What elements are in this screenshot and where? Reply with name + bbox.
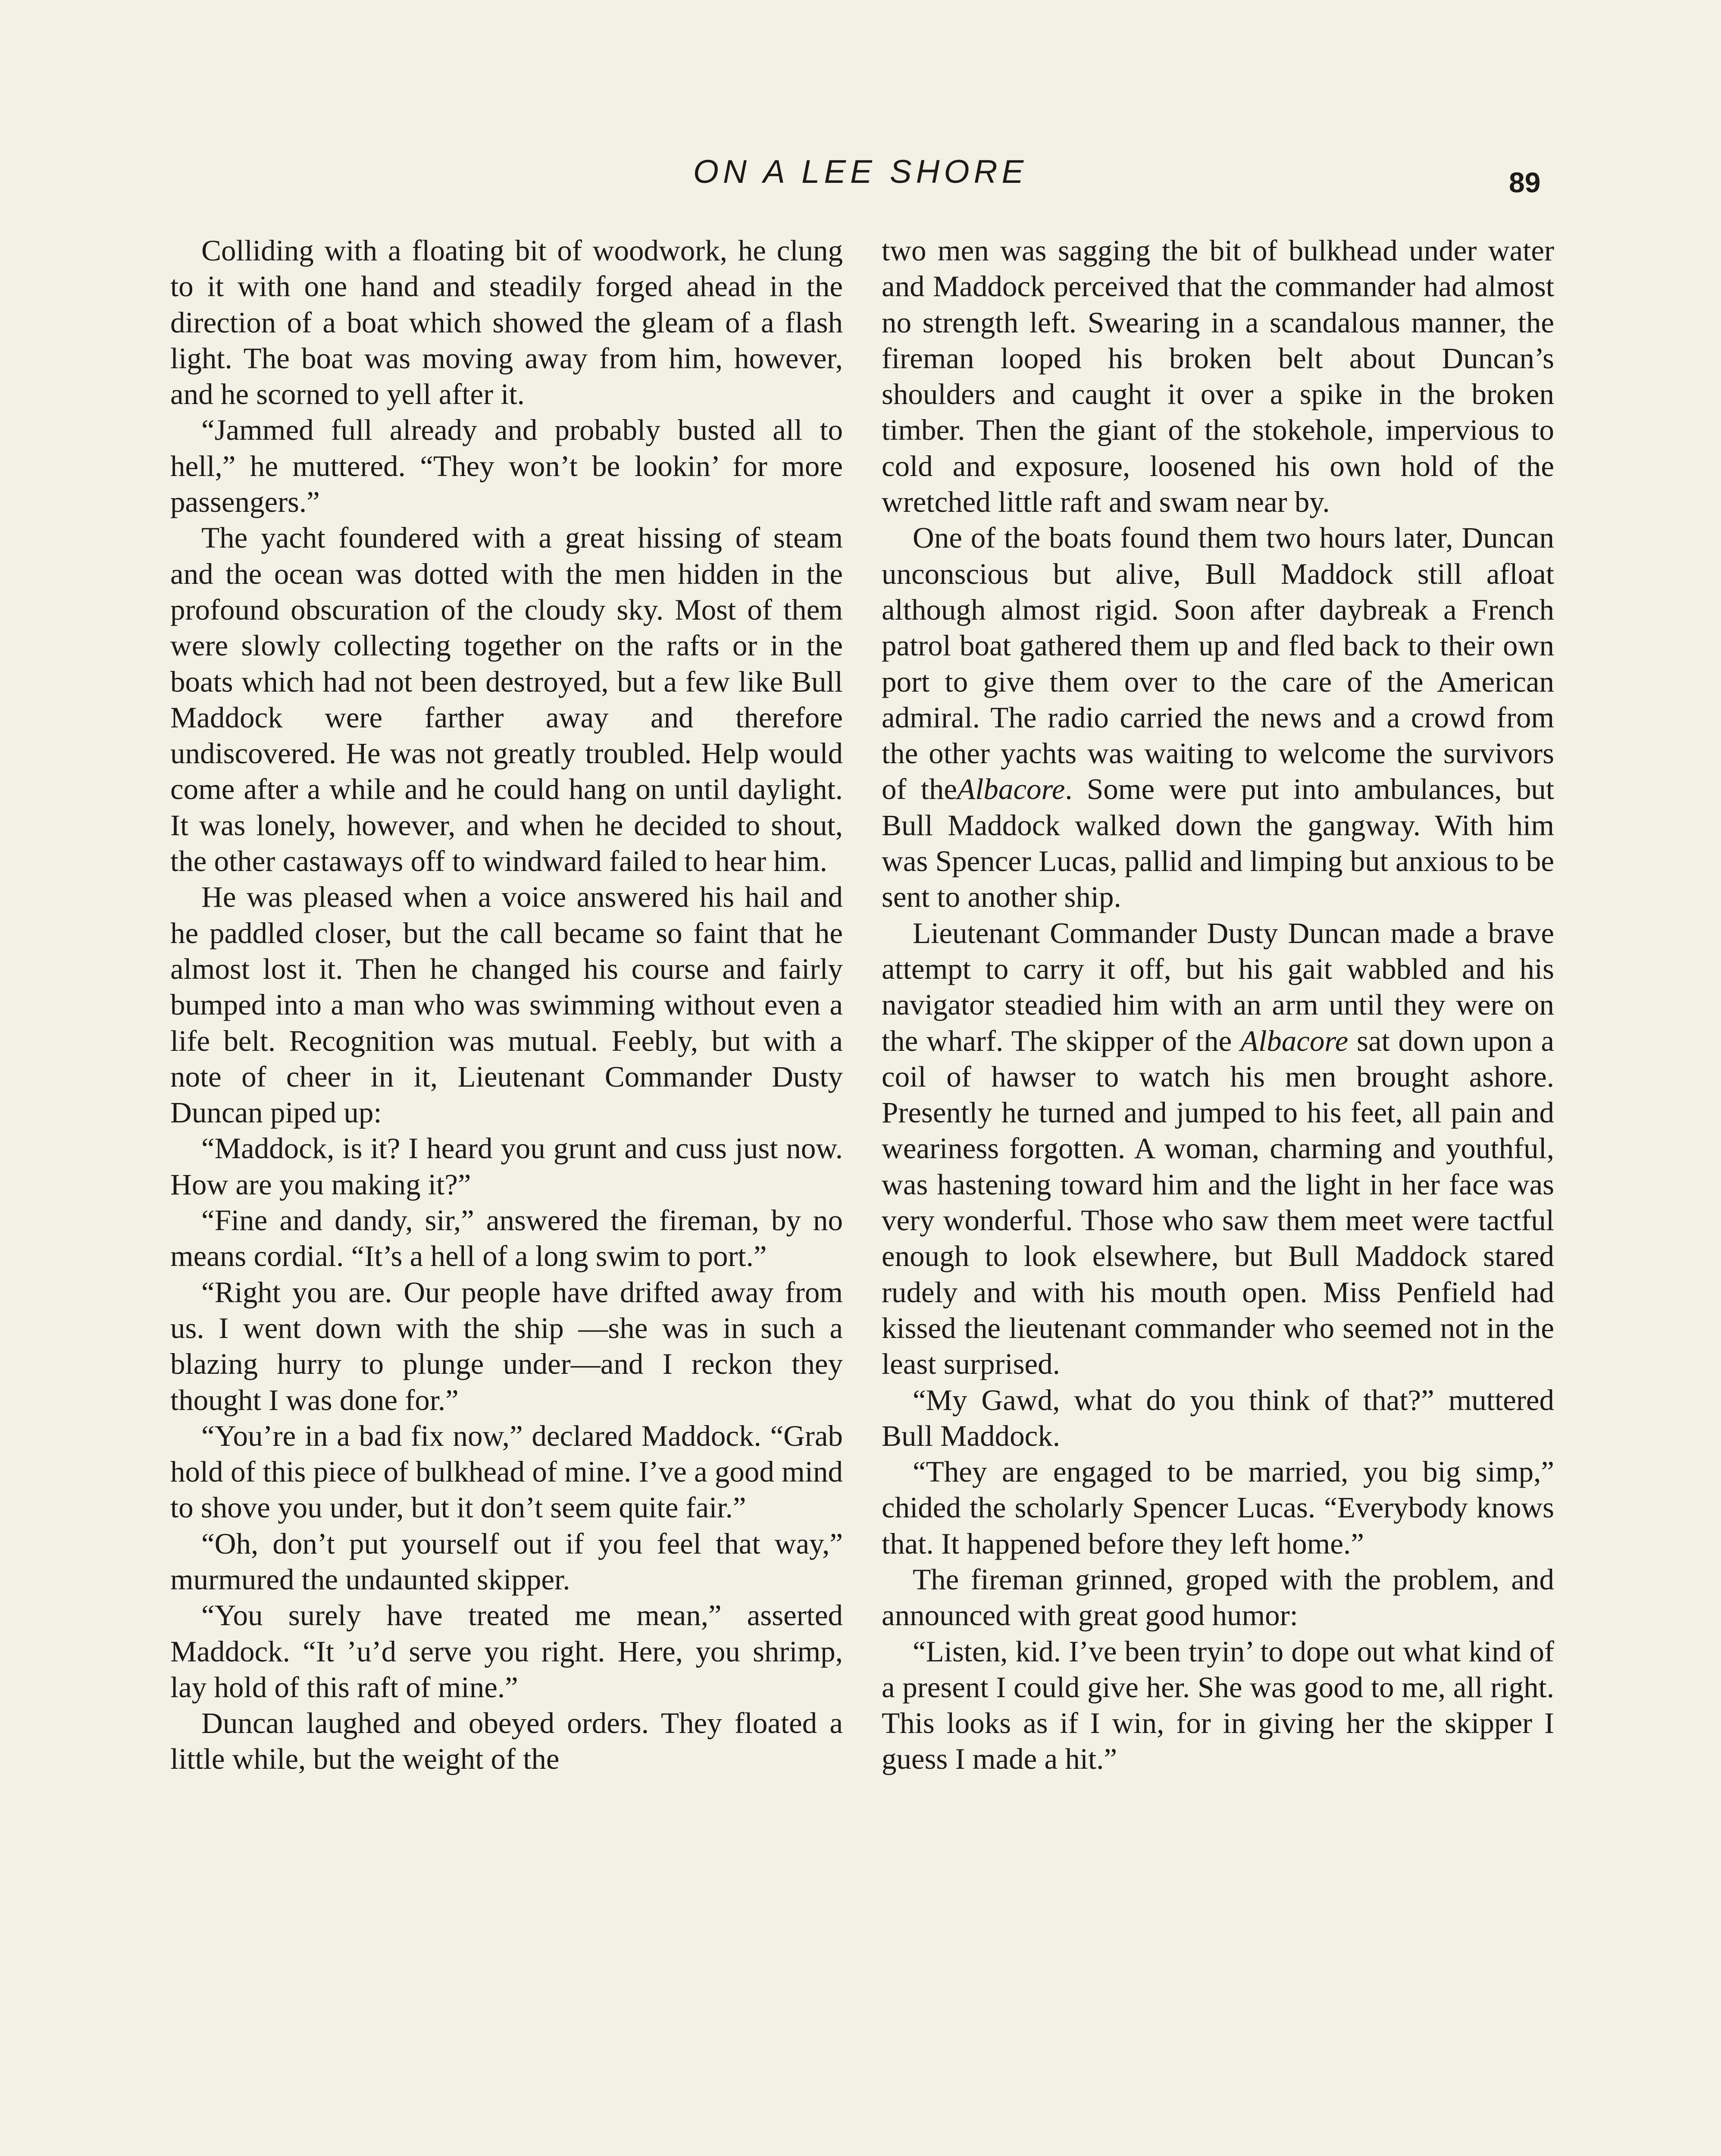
left-column [170,233,843,1777]
paragraph: The yacht foundered with a great hissing of steam and the ocean was dotted with the men hidden in the profound obscuration of the cloudy sky. Most of them were slowly collecting together on the rafts or in the boats which had not been destroyed, but a few like Bull Maddock were farther away and therefore undiscovered. He was not greatly troubled. Help would come after a while and he could hang on until daylight. It was lonely, however, and when he decided to shout, the other castaways off to windward failed to hear him. [170,521,843,878]
paragraph: “Right you are. Our people have drifted away from us. I went down with the ship —she was in such a blazing hurry to plunge under—and I reckon they thought I was done for.” [170,1275,843,1416]
paragraph: “You’re in a bad fix now,” declared Maddock. “Grab hold of this piece of bulkhead of mine. I’ve a good mind to shove you under, but it don’t seem quite fair.” [170,1419,843,1524]
text-run: One of the boats found them two hours later, Duncan unconscious but alive, Bull Maddock still afloat although almost rigid. Soon after daybreak a French patrol boat gathered them up and fled back to their own port to give them over to the care of the American admiral. The radio carried the news and a crowd from the other yachts was waiting to welcome the survivors of the [882,521,1554,806]
text-run: Lieutenant Commander Dusty Duncan made a brave attempt to carry it off, but his gait wabbled and his navigator steadied him with an arm until they were on the wharf. The skipper of the [882,916,1554,1057]
text-run: . Some were put into ambulances, but Bull Maddock walked down the gangway. With him was Spencer Lucas, pallid and limping but anxious to be sent to another ship. [882,773,1554,914]
paragraph [882,520,1554,915]
running-head: ON A LEE SHORE [693,154,1028,190]
right-column [882,233,1554,1777]
paragraph: “Oh, don’t put yourself out if you feel that way,” murmured the undaunted skipper. [170,1527,843,1596]
paragraph [882,915,1554,1382]
ship-name: Albacore [957,773,1065,806]
paragraph: Duncan laughed and obeyed orders. They floated a little while, but the weight of the [170,1707,843,1776]
paragraph: The fireman grinned, groped with the problem, and announced with great good humor: [882,1563,1554,1632]
paragraph: “Maddock, is it? I heard you grunt and cuss just now. How are you making it?” [170,1132,843,1201]
paragraph: “They are engaged to be married, you big simp,” chided the scholarly Spencer Lucas. “Everybody knows that. It happened before they left home.” [882,1455,1554,1560]
text-run: sat down upon a coil of hawser to watch his men brought ashore. Presently he turned and jumped to his feet, all pain and weariness forgotten. A woman, charming and youthful, was hastening toward him and the light in her face was very wonderful. Those who saw them meet were tactful enough to look elsewhere, but Bull Maddock stared rudely and with his mouth open. Miss Penfield had kissed the lieutenant commander who seemed not in the least surprised. [882,1024,1554,1381]
paragraph: “Jammed full already and probably busted all to hell,” he muttered. “They won’t be lookin’ for more passengers.” [170,414,843,519]
ship-name: Albacore [1240,1024,1349,1057]
paragraph: “You surely have treated me mean,” asserted Maddock. “It ’u’d serve you right. Here, you shrimp, lay hold of this raft of mine.” [170,1599,843,1704]
paragraph: He was pleased when a voice answered his hail and he paddled closer, but the call became so faint that he almost lost it. Then he changed his course and fairly bumped into a man who was swimming without even a life belt. Recognition was mutual. Feebly, but with a note of cheer in it, Lieutenant Commander Dusty Duncan piped up: [170,881,843,1129]
paragraph: two men was sagging the bit of bulkhead under water and Maddock perceived that the commander had almost no strength left. Swearing in a scandalous manner, the fireman looped his broken belt about Duncan’s shoulders and caught it over a spike in the broken timber. Then the giant of the stokehole, impervious to cold and exposure, loosened his own hold of the wretched little raft and swam near by. [882,234,1554,519]
paragraph: Colliding with a floating bit of woodwork, he clung to it with one hand and steadily forged ahead in the direction of a boat which showed the gleam of a flash light. The boat was moving away from him, however, and he scorned to yell after it. [170,234,843,411]
page-number: 89 [1509,166,1541,198]
paragraph: “Listen, kid. I’ve been tryin’ to dope out what kind of a present I could give her. She was good to me, all right. This looks as if I win, for in giving her the skipper I guess I made a hit.” [882,1635,1554,1776]
paragraph: “Fine and dandy, sir,” answered the fireman, by no means cordial. “It’s a hell of a long swim to port.” [170,1204,843,1273]
paragraph: “My Gawd, what do you think of that?” muttered Bull Maddock. [882,1383,1554,1452]
